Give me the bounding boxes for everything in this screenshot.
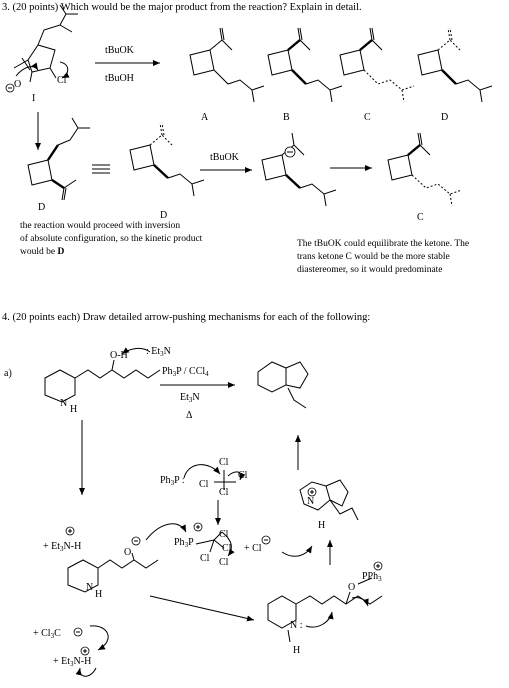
reagent-delta: Δ bbox=[186, 410, 193, 421]
equivalence-sign bbox=[92, 165, 110, 173]
atom-O-start: O bbox=[14, 79, 22, 90]
ppsub: 3 bbox=[184, 541, 189, 549]
cl-on-p3: Cl bbox=[219, 557, 229, 568]
ketone-intermediate bbox=[63, 524, 186, 592]
note-right-line1: The tBuOK could equilibrate the ketone. The bbox=[297, 239, 470, 249]
ebsub: 3 bbox=[70, 660, 74, 668]
reagent-tbuoh: tBuOH bbox=[105, 73, 134, 84]
ppa: Ph bbox=[174, 537, 185, 548]
label-starting-material-I: I bbox=[32, 93, 36, 104]
byproducts bbox=[74, 626, 108, 676]
h-top: H bbox=[70, 404, 78, 415]
ca: + Cl bbox=[33, 628, 51, 639]
label-D-mid: D bbox=[160, 210, 168, 221]
ebb: N-H bbox=[73, 656, 92, 667]
esub: 3 bbox=[60, 545, 64, 553]
note-right-line3: diastereomer, so it would predominate bbox=[297, 265, 443, 275]
indolizidine-product bbox=[258, 362, 308, 408]
enolate-structure bbox=[262, 133, 336, 206]
label-product-C: C bbox=[364, 112, 371, 123]
label-product-B: B bbox=[283, 112, 290, 123]
r1sub2: 4 bbox=[205, 370, 209, 378]
cl-attack-arrow bbox=[282, 546, 312, 556]
note-right-line2: trans ketone C would be the more stable bbox=[297, 252, 450, 262]
product-C-structure bbox=[340, 28, 414, 102]
note-left-bold: D bbox=[57, 247, 65, 257]
h-mid: H bbox=[95, 589, 103, 600]
aminoalcohol-structure bbox=[45, 348, 160, 402]
label-D-left: D bbox=[38, 202, 46, 213]
reagent-tbuok-mid: tBuOK bbox=[210, 152, 239, 163]
ammonium-intermediate bbox=[300, 480, 358, 520]
o-pph3: O bbox=[348, 582, 356, 593]
cl-minus: + Cl bbox=[244, 543, 262, 554]
pha: PPh bbox=[362, 571, 379, 582]
et3n-top-sub: 3 bbox=[160, 350, 164, 358]
structure-D-mid bbox=[130, 123, 204, 196]
label-product-D: D bbox=[441, 112, 449, 123]
reagent-tbuok-top: tBuOK bbox=[105, 45, 134, 56]
ppb: P bbox=[188, 537, 194, 548]
phosphonium-ccl bbox=[194, 523, 270, 556]
q3-heading: 3. (20 points) Which would be the major product from the reaction? Explain in detail. bbox=[2, 2, 362, 13]
cl-on-p4: Cl bbox=[222, 543, 232, 554]
label-C-right: C bbox=[417, 212, 424, 223]
nh-top: N bbox=[60, 398, 68, 409]
note-left-line1: the reaction would proceed with inversion bbox=[20, 221, 181, 231]
atom-Cl-start: Cl bbox=[57, 75, 67, 86]
nh-mid: N bbox=[86, 582, 94, 593]
n-plus-right: N bbox=[307, 496, 315, 507]
h-bottom: H bbox=[293, 645, 301, 656]
pb: P : bbox=[174, 475, 185, 486]
r2b: N bbox=[192, 392, 200, 403]
h-plus-right: H bbox=[318, 520, 326, 531]
structure-D-left bbox=[28, 118, 90, 200]
product-B-structure bbox=[268, 28, 342, 102]
ccl4-cl1: Cl bbox=[219, 457, 229, 468]
product-D-structure bbox=[418, 28, 492, 102]
cb: C bbox=[54, 628, 61, 639]
r1a: Ph bbox=[162, 366, 173, 377]
ccl4-cl2: Cl bbox=[199, 479, 209, 490]
oxyphosphonium-intermediate bbox=[268, 562, 382, 642]
arrow-to-oxyphosphonium bbox=[150, 596, 254, 620]
r1b: P / CCl bbox=[176, 366, 206, 377]
ea: + Et bbox=[43, 541, 61, 552]
ketone-o: O bbox=[124, 547, 132, 558]
oh-label: O-H bbox=[110, 350, 128, 361]
et3n-top-b: N bbox=[163, 346, 171, 357]
et3n-top-a: : Et bbox=[146, 346, 161, 357]
csub: 3 bbox=[50, 632, 55, 640]
r1sub: 3 bbox=[172, 370, 177, 378]
phsub: 3 bbox=[378, 575, 382, 583]
ccl4-cl4: Cl bbox=[219, 487, 229, 498]
eba: + Et bbox=[53, 656, 71, 667]
n-lone-bottom: N : bbox=[290, 620, 303, 631]
note-left-text: would be bbox=[20, 247, 58, 257]
ph3p-ccl4 bbox=[184, 465, 241, 490]
q4-heading: 4. (20 points each) Draw detailed arrow-pushing mechanisms for each of the following: bbox=[2, 312, 371, 323]
ccl4-cl3: Cl bbox=[238, 470, 248, 481]
r2sub: 3 bbox=[188, 396, 193, 404]
cl-on-p2: Cl bbox=[200, 553, 210, 564]
psub: 3 bbox=[170, 479, 175, 487]
pa: Ph bbox=[160, 475, 171, 486]
r2a: Et bbox=[180, 392, 189, 403]
starting-material-I bbox=[6, 5, 78, 92]
part-a-label: a) bbox=[4, 368, 12, 379]
product-A-structure bbox=[190, 28, 264, 102]
eb: N-H bbox=[63, 541, 82, 552]
note-left-line2: of absolute configuration, so the kinetic product bbox=[20, 234, 203, 244]
cl-on-p1: Cl bbox=[219, 529, 229, 540]
label-product-A: A bbox=[201, 112, 209, 123]
structure-C-right bbox=[388, 133, 462, 206]
